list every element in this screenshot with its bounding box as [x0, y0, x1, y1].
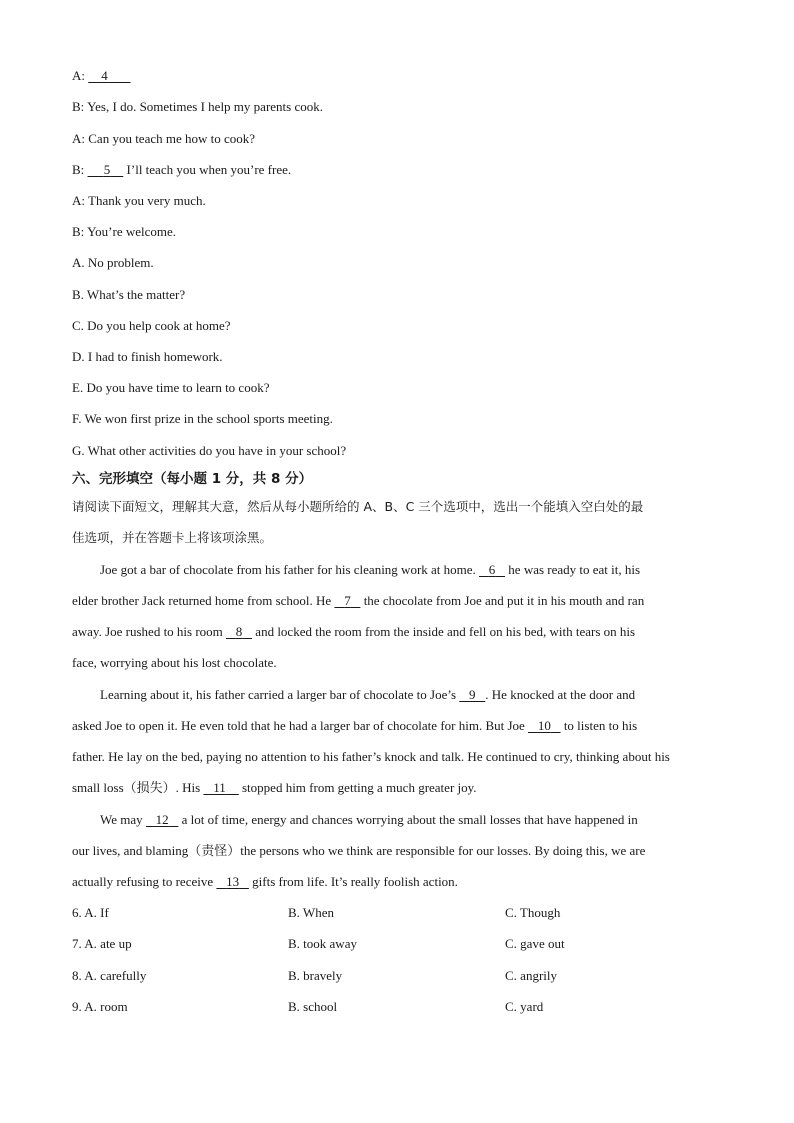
dialogue-line	[72, 67, 131, 85]
instruction-line: 请阅读下面短文，理解其大意，然后从每小题所给的 A、B、C 三个选项中，选出一个能填入空白处的最	[72, 499, 644, 514]
passage-blank: 7	[344, 593, 351, 608]
speaker: A:	[72, 193, 85, 208]
instruction-line: 佳选项，并在答题卡上将该项涂黑。	[72, 530, 273, 545]
passage-line: elder brother Jack returned home from school. He 7 the chocolate from Joe and put it in his mouth and ran	[72, 593, 645, 608]
question-option-a: 8. A. carefully	[72, 968, 147, 983]
dialogue-text: Thank you very much.	[88, 193, 206, 208]
dialogue-line	[72, 98, 323, 116]
choice-item: D. I had to finish homework.	[72, 349, 223, 364]
passage-blank: 10	[537, 718, 551, 733]
question-option-b: B. took away	[288, 936, 357, 951]
passage-line: We may 12 a lot of time, energy and chances worrying about the small losses that have happened in	[100, 812, 638, 827]
passage-line: Learning about it, his father carried a larger bar of chocolate to Joe’s 9 . He knocked at the door and	[100, 687, 636, 702]
question-option-c: C. angrily	[505, 968, 557, 983]
passage-blank: 6	[488, 562, 496, 577]
choice-item: A. No problem.	[72, 255, 154, 270]
section-heading: 六、完形填空（每小题 1 分，共 8 分）	[72, 471, 313, 487]
passage-blank: 8	[235, 624, 243, 639]
question-option-c: C. gave out	[505, 936, 565, 951]
question-option-a: 6. A. If	[72, 905, 109, 920]
passage-line: asked Joe to open it. He even told that he had a larger bar of chocolate for him. But Joe 10 to listen to his	[72, 718, 638, 733]
dialogue-text: I’ll teach you when you’re free.	[123, 162, 292, 177]
speaker: B:	[72, 162, 85, 177]
choice-item: F. We won first prize in the school sports meeting.	[72, 411, 333, 426]
choice-item: E. Do you have time to learn to cook?	[72, 380, 270, 395]
speaker: B:	[72, 99, 85, 114]
passage-line: small loss（损失）. His 11 stopped him from getting a much greater joy.	[72, 780, 477, 795]
passage-line: our lives, and blaming（责怪）the persons who we think are responsible for our losses. By doing this, we are	[72, 843, 646, 858]
choice-item: C. Do you help cook at home?	[72, 318, 231, 333]
question-option-b: B. school	[288, 999, 338, 1014]
passage-line: father. He lay on the bed, paying no attention to his father’s knock and talk. He continued to cry, thinking about his	[72, 749, 670, 764]
dialogue-line	[72, 130, 255, 148]
speaker: B:	[72, 224, 85, 239]
passage-blank: 9	[469, 687, 476, 702]
speaker: A:	[72, 131, 85, 146]
choice-item: G. What other activities do you have in your school?	[72, 443, 347, 458]
passage-blank: 12	[155, 812, 169, 827]
passage-line: face, worrying about his lost chocolate.	[72, 655, 277, 670]
dialogue-line	[72, 192, 206, 210]
passage-line: away. Joe rushed to his room 8 and locked the room from the inside and fell on his bed, with tears on his	[72, 624, 636, 639]
question-option-c: C. yard	[505, 999, 544, 1014]
question-option-b: B. bravely	[288, 968, 343, 983]
dialogue-line	[72, 161, 291, 179]
passage-line: actually refusing to receive 13 gifts from life. It’s really foolish action.	[72, 874, 458, 889]
speaker: A:	[72, 68, 85, 83]
question-option-a: 7. A. ate up	[72, 936, 132, 951]
answer-blank: 4	[101, 68, 108, 83]
answer-blank: 5	[103, 162, 111, 177]
passage-line: Joe got a bar of chocolate from his father for his cleaning work at home. 6 he was ready to eat it, his	[100, 562, 641, 577]
dialogue-text: Can you teach me how to cook?	[88, 131, 256, 146]
passage-blank: 13	[226, 874, 240, 889]
question-option-b: B. When	[288, 905, 334, 920]
question-option-a: 9. A. room	[72, 999, 128, 1014]
dialogue-text: Yes, I do. Sometimes I help my parents cook.	[87, 99, 323, 114]
dialogue-line	[72, 223, 176, 241]
dialogue-text: You’re welcome.	[87, 224, 177, 239]
choice-item: B. What’s the matter?	[72, 287, 186, 302]
passage-blank: 11	[213, 780, 226, 795]
question-option-c: C. Though	[505, 905, 561, 920]
